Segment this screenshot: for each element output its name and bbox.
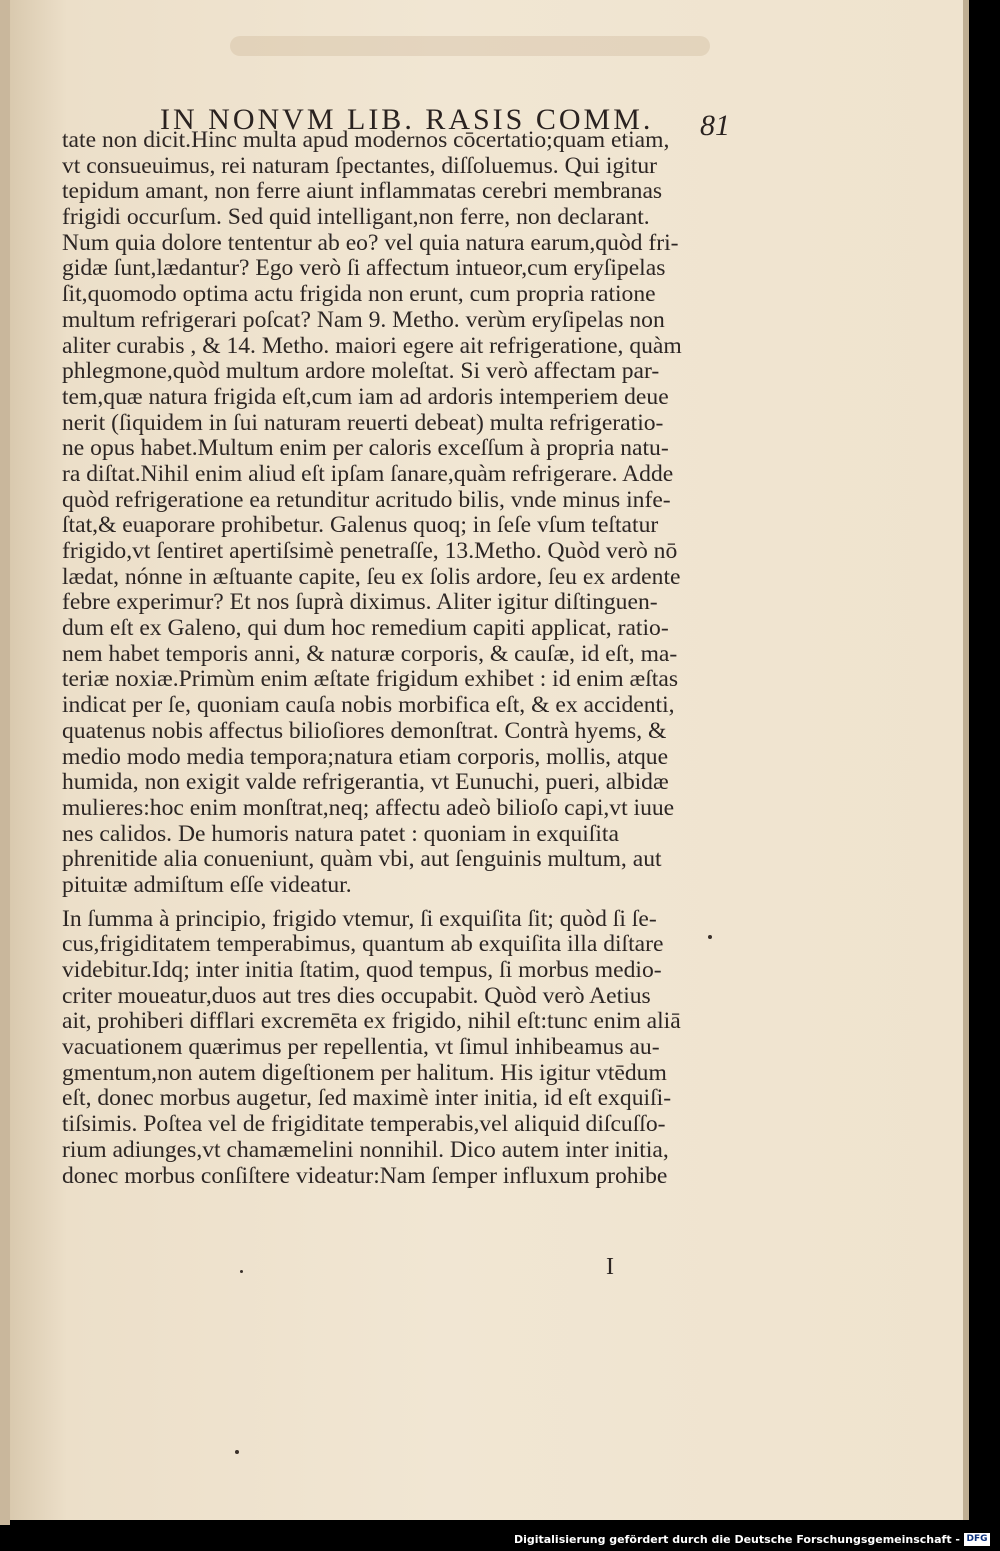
text-line: humida, non exigit valde refrigerantia, vt Eunuchi, pueri, albidæ (62, 769, 669, 796)
page-number: 81 (700, 109, 730, 142)
text-line: ait, prohiberi difflari excremēta ex frigido, nihil eſt:tunc enim aliā (62, 1008, 681, 1035)
text-line: In ſumma à principio, frigido vtemur, ſi exquiſita ſit; quòd ſi ſe- (62, 905, 657, 932)
text-line: eſt, donec morbus augetur, ſed maximè inter initia, id eſt exquiſi- (62, 1085, 672, 1112)
text-line: criter moueatur,duos aut tres dies occupabit. Quòd verò Aetius (62, 982, 651, 1009)
text-line: tate non dicit.Hinc multa apud modernos cōcertatio;quam etiam, (62, 127, 670, 153)
ink-speck (240, 1270, 243, 1273)
text-line: vt consueuimus, rei naturam ſpectantes, diſſoluemus. Qui igitur (62, 152, 657, 179)
text-line: ſtat,& euaporare prohibetur. Galenus quoq; in ſeſe vſum teſtatur (62, 512, 659, 539)
text-line: frigido,vt ſentiret apertiſsimè penetraſſe, 13.Metho. Quòd verò nō (62, 538, 678, 564)
text-line: frigidi occurſum. Sed quid intelligant,non ferre, non declarant. (62, 204, 650, 231)
ink-speck (235, 1450, 239, 1454)
paper-stain (230, 36, 710, 56)
text-line: phrenitide alia conueniunt, quàm vbi, aut ſenguinis multum, aut (62, 846, 662, 873)
body-text (62, 128, 726, 1258)
signature-mark: I (606, 1254, 614, 1280)
text-line: mulieres:hoc enim monſtrat,neq; affectu adeò bilioſo capi,vt iuue (62, 794, 675, 821)
text-line: tepidum amant, non ferre aiunt inflammatas cerebri membranas (62, 178, 663, 205)
text-line: donec morbus conſiſtere videatur:Nam ſemper influxum prohibe (62, 1162, 668, 1189)
left-page-edge (0, 0, 10, 1525)
text-line: vacuationem quærimus per repellentia, vt ſimul inhibeamus au- (62, 1034, 660, 1061)
text-line: Num quia dolore tententur ab eo? vel quia natura earum,quòd fri- (62, 229, 679, 256)
ink-speck (708, 935, 712, 939)
text-line: indicat per ſe, quoniam cauſa nobis morbifica eſt, & ex accidenti, (62, 692, 675, 719)
running-head: IN NONVM LIB. RASIS COMM. (160, 103, 654, 136)
text-line: febre experimur? Et nos ſuprà diximus. Aliter igitur diſtinguen- (62, 589, 658, 616)
text-line: dum eſt ex Galeno, qui dum hoc remedium capiti applicat, ratio- (62, 615, 669, 642)
text-line: multum refrigerari poſcat? Nam 9. Metho. verùm eryſipelas non (62, 306, 665, 333)
text-line: quòd refrigeratione ea retunditur acritudo bilis, vnde minus infe- (62, 486, 671, 513)
text-line: phlegmone,quòd multum ardore moleſtat. Si verò affectam par- (62, 358, 660, 385)
text-line: medio modo media tempora;natura etiam corporis, mollis, atque (62, 743, 669, 770)
text-line: pituitæ admiſtum eſſe videatur. (62, 871, 352, 898)
text-line: nerit (ſiquidem in ſui naturam reuerti debeat) multa refrigeratio- (62, 409, 664, 436)
text-line: nem habet temporis anni, & naturæ corporis, & cauſæ, id eſt, ma- (62, 640, 678, 667)
text-line: nes calidos. De humoris natura patet : quoniam in exquiſita (62, 820, 619, 847)
text-line: cus,frigiditatem temperabimus, quantum ab exquiſita illa diſtare (62, 931, 664, 958)
text-line: tem,quæ natura frigida eſt,cum iam ad ardoris intemperiem deue (62, 383, 669, 410)
text-line: quatenus nobis affectus bilioſiores demonſtrat. Contrà hyems, & (62, 717, 667, 744)
text-line: videbitur.Idq; inter initia ſtatim, quod tempus, ſi morbus medio- (62, 957, 662, 983)
text-line: rium adiunges,vt chamæmelini nonnihil. Dico autem inter initia, (62, 1136, 669, 1163)
text-line: ne opus habet.Multum enim per caloris exceſſum à propria natu- (62, 435, 669, 462)
text-line: ſit,quomodo optima actu frigida non erunt, cum propria ratione (62, 281, 656, 308)
digitization-credit: Digitalisierung gefördert durch die Deutsche Forschungsgemeinschaft - (513, 1533, 960, 1546)
text-line: teriæ noxiæ.Primùm enim æſtate frigidum exhibet : id enim æſtas (62, 666, 678, 693)
right-page-edge (963, 0, 969, 1520)
text-line: lædat, nónne in æſtuante capite, ſeu ex ſolis ardore, ſeu ex ardente (62, 563, 681, 590)
text-line: aliter curabis , & 14. Metho. maiori egere ait refrigeratione, quàm (62, 332, 682, 359)
dfg-logo: DFG (964, 1533, 990, 1546)
text-line: tiſsimis. Poſtea vel de frigiditate temperabis,vel aliquid diſcuſſo- (62, 1111, 666, 1138)
text-line: ra diſtat.Nihil enim aliud eſt ipſam ſanare,quàm refrigerare. Adde (62, 460, 674, 487)
text-line: gmentum,non autem digeſtionem per halitum. His igitur vtēdum (62, 1059, 667, 1086)
text-line: gidæ ſunt,lædantur? Ego verò ſi affectum intueor,cum eryſipelas (62, 255, 666, 282)
